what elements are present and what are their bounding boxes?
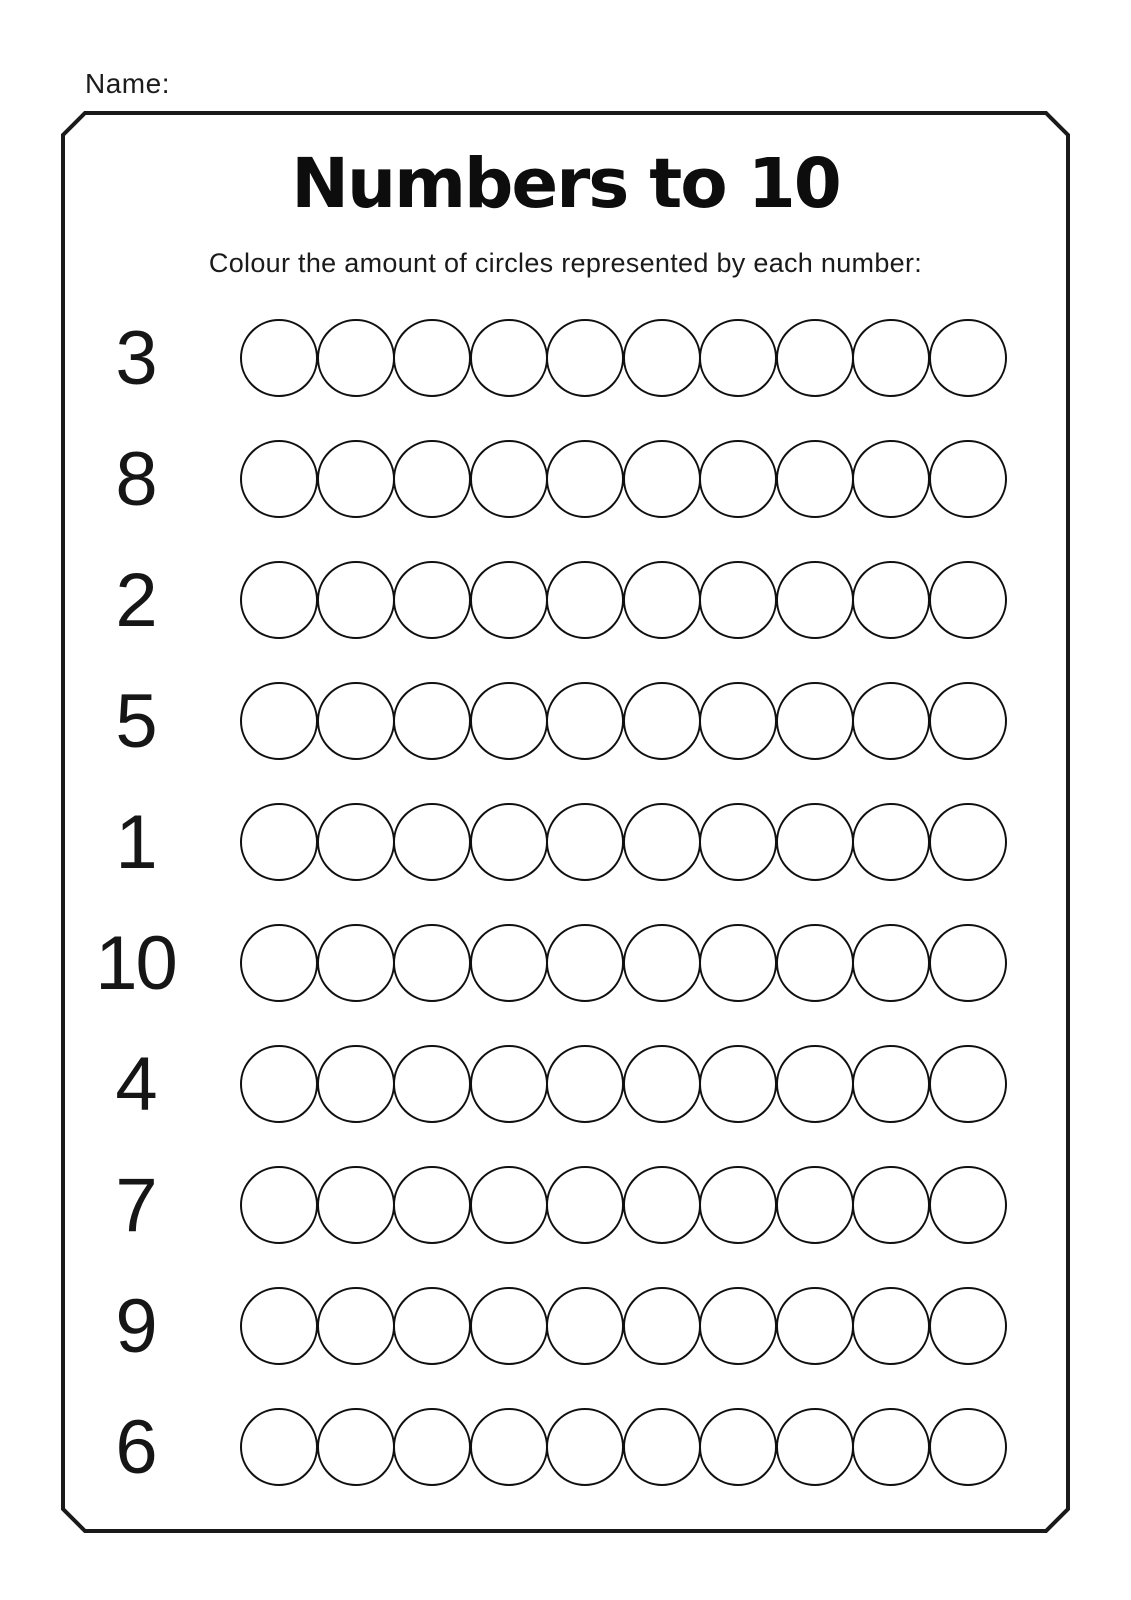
circle[interactable]	[929, 1408, 1007, 1486]
circle[interactable]	[623, 1045, 701, 1123]
circle-row	[240, 1287, 1007, 1365]
circle[interactable]	[852, 1408, 930, 1486]
row-number: 3	[115, 316, 156, 401]
circle[interactable]	[852, 1045, 930, 1123]
circle[interactable]	[393, 682, 471, 760]
circle[interactable]	[852, 440, 930, 518]
circle[interactable]	[776, 561, 854, 639]
circle[interactable]	[317, 1166, 395, 1244]
circle-row	[240, 319, 1007, 397]
circle[interactable]	[393, 440, 471, 518]
circle[interactable]	[546, 924, 624, 1002]
circle[interactable]	[317, 1045, 395, 1123]
circle[interactable]	[699, 924, 777, 1002]
circle[interactable]	[929, 682, 1007, 760]
circle[interactable]	[623, 319, 701, 397]
circle[interactable]	[240, 440, 318, 518]
circle[interactable]	[852, 1287, 930, 1365]
circle[interactable]	[393, 561, 471, 639]
circle-row	[240, 440, 1007, 518]
circle[interactable]	[929, 561, 1007, 639]
circle[interactable]	[393, 803, 471, 881]
circle[interactable]	[546, 319, 624, 397]
circle[interactable]	[393, 319, 471, 397]
circle[interactable]	[699, 561, 777, 639]
circle[interactable]	[776, 682, 854, 760]
circle[interactable]	[852, 682, 930, 760]
row-number: 1	[115, 800, 156, 885]
circle[interactable]	[699, 803, 777, 881]
circle-row	[240, 924, 1007, 1002]
circle[interactable]	[393, 924, 471, 1002]
circle[interactable]	[317, 561, 395, 639]
circle[interactable]	[470, 1287, 548, 1365]
circle[interactable]	[470, 924, 548, 1002]
circle[interactable]	[317, 1287, 395, 1365]
circle-row	[240, 1408, 1007, 1486]
circle[interactable]	[470, 561, 548, 639]
circle[interactable]	[929, 1287, 1007, 1365]
circle[interactable]	[546, 561, 624, 639]
row-number: 8	[115, 437, 156, 522]
circle[interactable]	[393, 1045, 471, 1123]
worksheet-row	[0, 1405, 1131, 1490]
circle[interactable]	[623, 440, 701, 518]
circle[interactable]	[240, 682, 318, 760]
circle[interactable]	[240, 1045, 318, 1123]
worksheet-row	[0, 1163, 1131, 1248]
circle[interactable]	[699, 682, 777, 760]
circle[interactable]	[929, 1045, 1007, 1123]
worksheet-row	[0, 558, 1131, 643]
circle[interactable]	[546, 440, 624, 518]
circle[interactable]	[623, 803, 701, 881]
worksheet-row	[0, 800, 1131, 885]
circle[interactable]	[623, 1408, 701, 1486]
circle[interactable]	[699, 1045, 777, 1123]
row-number: 5	[115, 679, 156, 764]
circle[interactable]	[470, 682, 548, 760]
circle[interactable]	[546, 803, 624, 881]
row-number: 2	[115, 558, 156, 643]
circle[interactable]	[470, 440, 548, 518]
circle[interactable]	[929, 319, 1007, 397]
circle[interactable]	[776, 1045, 854, 1123]
circle-row	[240, 561, 1007, 639]
circle[interactable]	[623, 1166, 701, 1244]
circle[interactable]	[852, 1166, 930, 1244]
circle[interactable]	[776, 319, 854, 397]
circle[interactable]	[317, 924, 395, 1002]
circle[interactable]	[240, 1408, 318, 1486]
circle[interactable]	[317, 319, 395, 397]
circle[interactable]	[852, 803, 930, 881]
row-number: 6	[115, 1405, 156, 1490]
circle[interactable]	[240, 319, 318, 397]
worksheet-row	[0, 1042, 1131, 1127]
circle[interactable]	[929, 440, 1007, 518]
name-label: Name:	[85, 68, 170, 99]
worksheet-row	[0, 679, 1131, 764]
circle-row	[240, 803, 1007, 881]
worksheet-row	[0, 437, 1131, 522]
circle[interactable]	[317, 1408, 395, 1486]
circle[interactable]	[546, 1166, 624, 1244]
worksheet-row	[0, 1284, 1131, 1369]
circle[interactable]	[699, 1408, 777, 1486]
page-title: Numbers to 10	[291, 144, 840, 224]
circle[interactable]	[776, 1166, 854, 1244]
circle[interactable]	[623, 924, 701, 1002]
circle[interactable]	[240, 1287, 318, 1365]
circle[interactable]	[623, 561, 701, 639]
worksheet-row	[0, 316, 1131, 401]
worksheet-row	[0, 921, 1131, 1006]
row-number: 10	[95, 921, 176, 1006]
row-number: 4	[115, 1042, 156, 1127]
circle[interactable]	[852, 561, 930, 639]
circle[interactable]	[393, 1287, 471, 1365]
circle[interactable]	[699, 319, 777, 397]
circle[interactable]	[317, 803, 395, 881]
circle[interactable]	[546, 1408, 624, 1486]
circle[interactable]	[470, 319, 548, 397]
circle[interactable]	[240, 561, 318, 639]
circle[interactable]	[317, 440, 395, 518]
circle-row	[240, 1045, 1007, 1123]
circle[interactable]	[470, 1045, 548, 1123]
circle[interactable]	[929, 1166, 1007, 1244]
circle[interactable]	[929, 803, 1007, 881]
instruction-text: Colour the amount of circles represented by each number:	[208, 248, 923, 278]
circle[interactable]	[546, 1287, 624, 1365]
circle[interactable]	[317, 682, 395, 760]
row-number: 9	[115, 1284, 156, 1369]
circle-row	[240, 682, 1007, 760]
circle[interactable]	[776, 1287, 854, 1365]
circle[interactable]	[699, 1166, 777, 1244]
circle[interactable]	[546, 1045, 624, 1123]
circle[interactable]	[393, 1166, 471, 1244]
circle[interactable]	[240, 924, 318, 1002]
circle[interactable]	[623, 1287, 701, 1365]
circle[interactable]	[240, 1166, 318, 1244]
circle[interactable]	[546, 682, 624, 760]
circle[interactable]	[470, 1408, 548, 1486]
circle[interactable]	[623, 682, 701, 760]
circle[interactable]	[852, 924, 930, 1002]
circle[interactable]	[393, 1408, 471, 1486]
circle[interactable]	[470, 1166, 548, 1244]
circle[interactable]	[929, 924, 1007, 1002]
circle[interactable]	[776, 440, 854, 518]
circle[interactable]	[776, 924, 854, 1002]
circle-row	[240, 1166, 1007, 1244]
circle[interactable]	[240, 803, 318, 881]
circle[interactable]	[470, 803, 548, 881]
circle[interactable]	[776, 1408, 854, 1486]
circle[interactable]	[776, 803, 854, 881]
circle[interactable]	[852, 319, 930, 397]
circle[interactable]	[699, 440, 777, 518]
circle[interactable]	[699, 1287, 777, 1365]
row-number: 7	[115, 1163, 156, 1248]
